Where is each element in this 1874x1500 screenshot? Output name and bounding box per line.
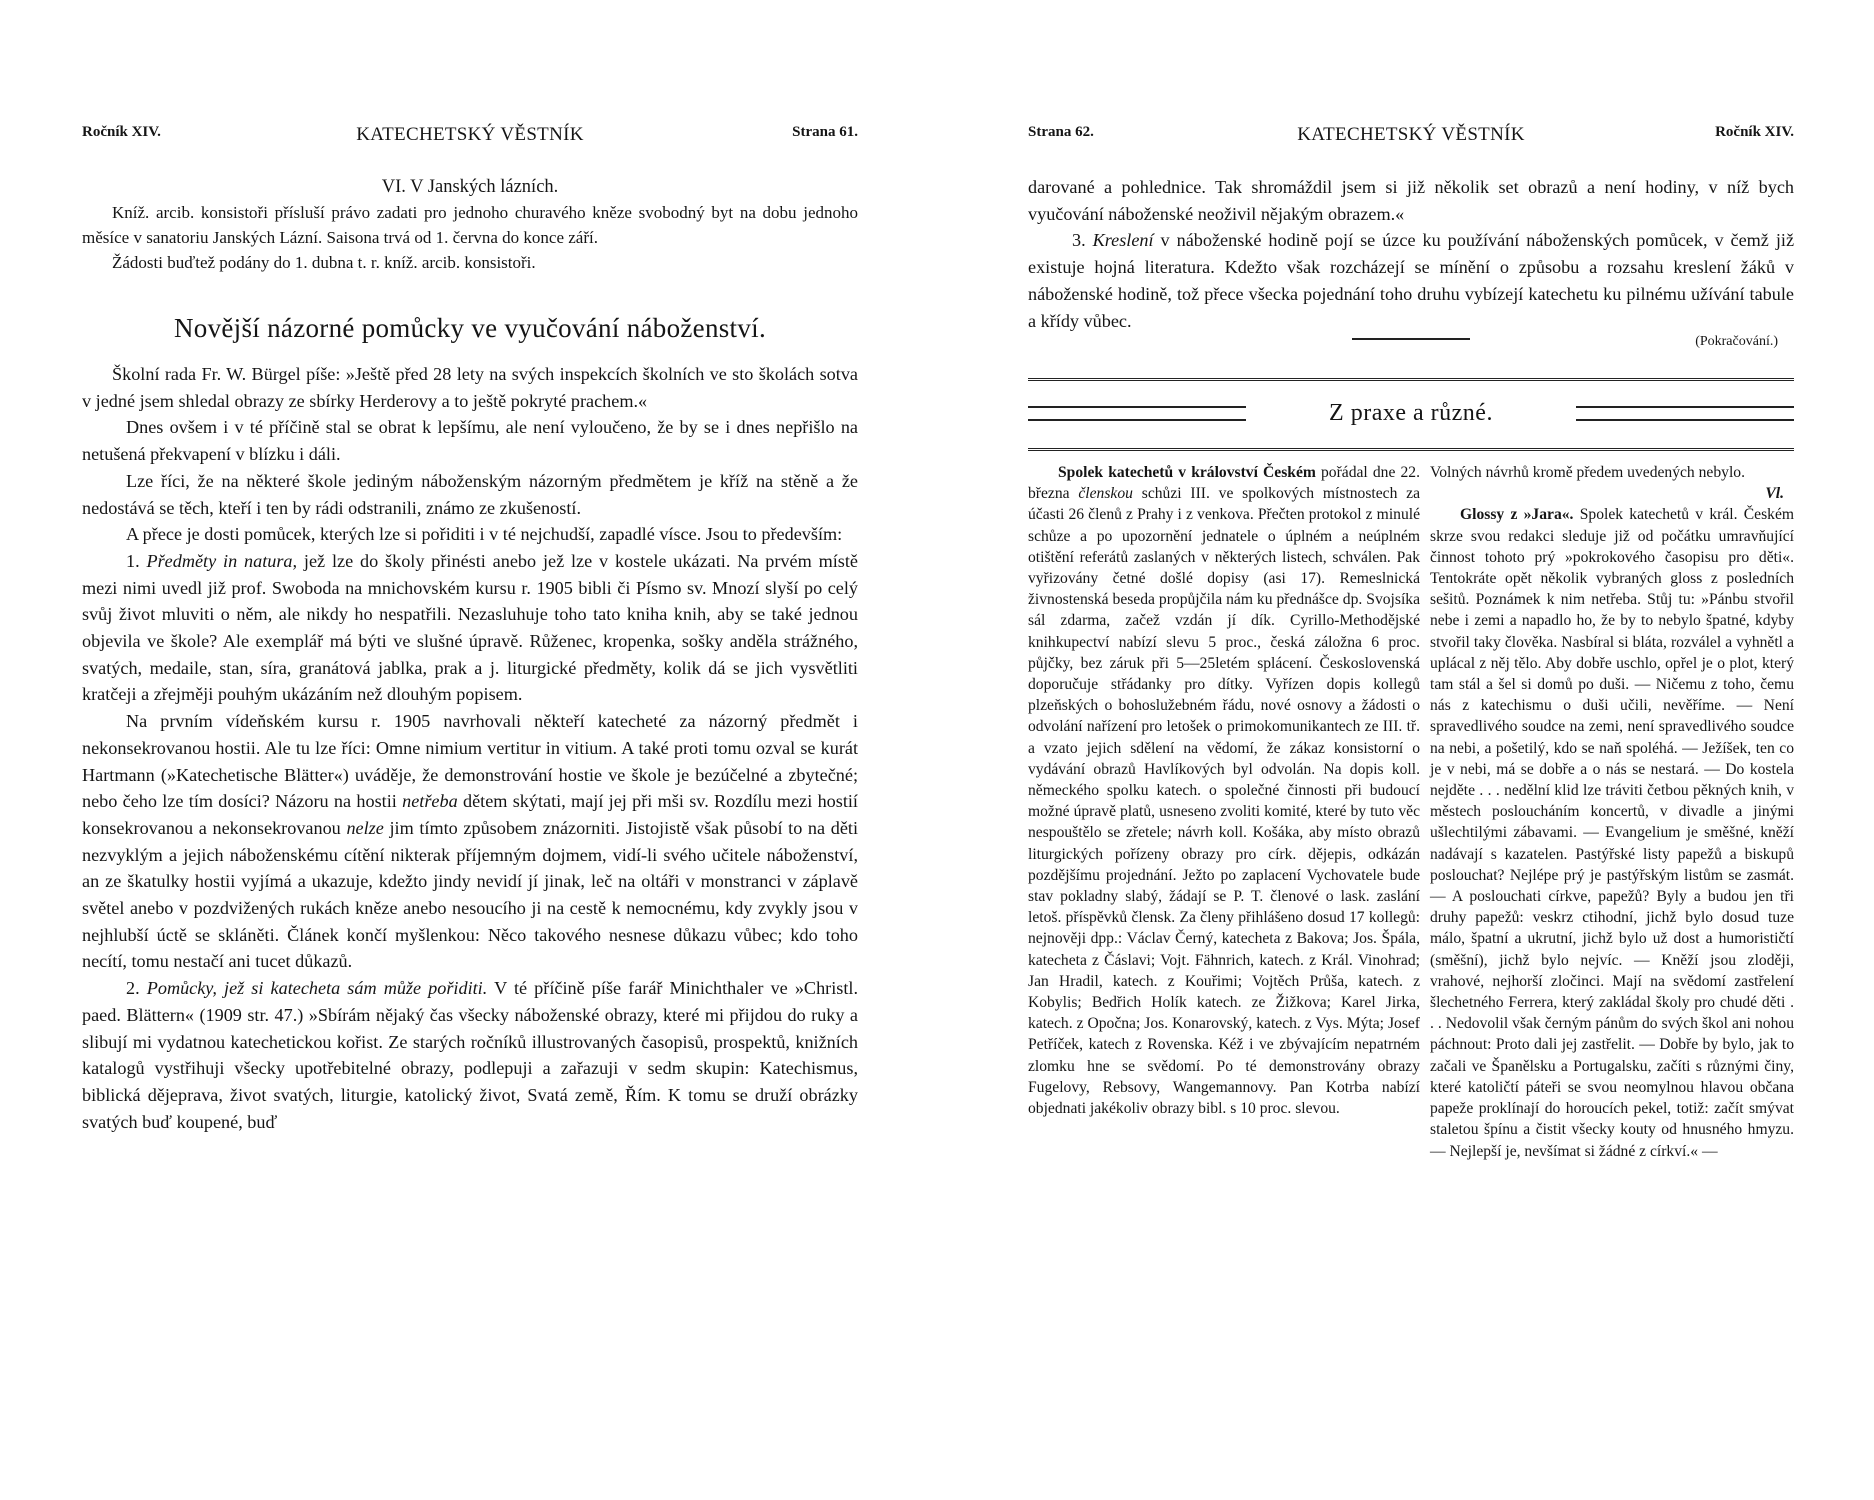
news-item bbox=[1028, 462, 1420, 1119]
volume-label: Ročník XIV. bbox=[1715, 124, 1794, 140]
news-heading: Glossy z »Jara«. bbox=[1460, 506, 1574, 524]
news-text: Spolek katechetů v král. Českém skrze svou redakci sleduje již od počátku umravňující činnost tohoto prý »pokrokového časopisu pro děti«. Tentokráte opět několik vybraných gloss z posledních sešitů. Poznámek k nim netřeba. Stůj tu: »Pánbu stvořil nebe i zemi a napadlo ho, že by to nebylo špatné, kdyby stvořil taky člověka. Nasbíral si bláta, rozválel a vyhnětl a uplácal z něj tělo. Aby dobře uschlo, opřel je o plot, který tam stál a šel si domů po duši. — Ničemu z toho, čemu nás z katechismu o duši učili, nevěříme. — Není spravedlivého soudce na zemi, není spravedlivého soudce na nebi, a pošetilý, kdo se naň spoléhá. — Ježíšek, ten co je v nebi, má se dobře a o nás se nestará. — Do kostela nejděte . . . nedělní klid lze tráviti četbou pěkných knih, v městech posloucháním koncertů, v divadle a jinými ušlechtilými zábavami. — Evangelium je směšné, kněží nadávají s kazatelen. Pastýřské listy papežů a biskupů poslouchat? Nejlépe prý je pastýřským listům se zasmát. — A poslouchati církve, papežů? Byly a budou jen tři druhy papežů: veskrz ctihodní, jichž bylo dosud tuze málo, špatní a ukrutní, jichž bylo už dost a humorističtí (směšní), jichž bylo nejvíc. — Kněží jsou zloději, vrahové, nejhorší zločinci. Mají na svědomí zastřelení šlechetného Ferrera, který zakládal školy pro chudé děti . . . Nedovolil však černým pánům do svých škol ani nohou páchnout: Proto dali jej zastřelit. — Dobře by bylo, jak to začali ve Španělsku a Portugalsku, začíti s různými činy, které katoličtí páteři se svou neomylnou hlavou občana papeže proklínají do horoucích pekel, totiž: začít smývat staletou špínu a čistit všecky kouty od hnusného hmyzu. — Nejlepší je, nevšímat si žádné z církví.« — bbox=[1430, 506, 1795, 1160]
right-page-header bbox=[1028, 124, 1794, 154]
left-ornament-rule bbox=[1028, 406, 1246, 421]
news-column-right bbox=[1430, 462, 1794, 1162]
right-ornament-rule bbox=[1576, 406, 1794, 421]
item-number: 3. bbox=[1072, 230, 1086, 251]
news-text: schůzi III. ve spolkových místnostech za účasti 26 členů z Prahy i z venkova. Přečten protokol z minulé schůze a po upozornění jednatele o úplném a neúplném otištění referátů zaslaných v některých listech, schválen. Pak vyřizovány četné došlé dopisy (asi 17). Remeslnická živnostenská beseda propůjčila nám ku přednášce dp. Svojsíka sál zdarma, začež vzdán jí dík. Cyrillo-Methodějské knihkupectví nabízí slevu 5 proc., česká záložna 6 proc. půjčky, bez záruk při 5—25letém splácení. Československá doporučuje střádanky pro dítky. Vyřízen dopis kollegů plzeňských o bohoslužebném řádu, nové osnovy a žádosti o odvolání nařízení pro letošek o primokomunikantech ze III. tř. a vzato jejich sdělení na vědomí, že zákaz konsistorní o vydávání obrazů Havlíkových byl odvolán. Na dopis koll. německého spolku katech. o společné činnosti při budoucí možné úpravě platů, usneseno zvoliti komité, které by tuto věc nespouštělo se zřetele; návrh koll. Košáka, aby místo obrazů liturgických pořízeny obrazy pro círk. dějepis, odkázán pozdějšímu projednání. Ježto po zaplacení Vychovatele bude stav pokladny slabý, žádají se P. T. členové o lask. zaslání letoš. příspěvků člensk. Za členy přihlášeno dosud 17 kollegů: nejnověji dpp.: Václav Černý, katecheta z Bakova; Jos. Špála, katecheta z Čáslavi; Vojt. Fähnrich, katech. z Král. Vinohrad; Jan Hradil, katech. z Kouřimi; Vojtěch Průša, katech. z Kobylis; Bedřich Holík katech. ze Žižkova; Karel Jirka, katech. z Opočna; Jos. Konarovský, katech. z Vys. Mýta; Josef Petříček, katech z Rovenska. Kéž i ve zbývajícím nepatrném zlomku hne se svědomí. Po té demonstrovány obrazy Fugelovy, Rebsovy, Wangemannovy. Pan Kotrba nabízí objednati jakékoliv obrazy bibl. s 10 proc. slevou. bbox=[1028, 485, 1421, 1118]
article-paragraph: A přece je dosti pomůcek, kterých lze si pořiditi i v té nejchudší, zapadlé vísce. Jsou to především: bbox=[126, 524, 843, 545]
news-text: pořádal dne 22. března bbox=[1028, 464, 1420, 503]
right-page bbox=[1028, 0, 1794, 1500]
item-number: 2. bbox=[126, 978, 140, 999]
news-item bbox=[1430, 504, 1794, 1161]
article-title: Novější názorné pomůcky ve vyučování náboženství. bbox=[173, 313, 767, 343]
continued-note: (Pokračování.) bbox=[1695, 334, 1778, 350]
author-signature: Vl. bbox=[1765, 485, 1784, 503]
article-paragraph bbox=[82, 548, 858, 708]
paragraph-text: dětem skýtati, mají jej při mši sv. Rozdílu mezi hostií konsekrovanou a nekonsekrovanou bbox=[82, 791, 858, 838]
item-text: jež lze do školy přinésti anebo jež lze v kostele ukázati. Na prvém místě mezi nimi uvedl již prof. Swoboda na mnichovském kursu r. 1905 bibli či Písmo sv. Mnozí slyší po celý svůj život mluviti o něm, ale nikdy ho nespatřili. Nezasluhuje toho tato kniha knih, aby se také jednou objevila ve škole? Ale exemplář má býti ve slušné úpravě. Růženec, kropenka, sošky anděla strážného, svatých, medaile, stan, síra, granátová jablka, prak a j. liturgické předměty, kolik dá se jich vysvětliti kratčeji a zřejměji pouhým ukázáním než dlouhým popisem. bbox=[82, 550, 858, 705]
left-page-body bbox=[82, 174, 858, 1135]
left-page-header bbox=[82, 124, 858, 154]
page-number: Strana 61. bbox=[792, 124, 858, 140]
continuation-paragraph: darované a pohlednice. Tak shromáždil jsem si již několik set obrazů a není hodiny, v níž bych vyučování náboženské neoživil nějakým obrazem.« bbox=[1028, 177, 1794, 224]
journal-title: KATECHETSKÝ VĚSTNÍK bbox=[356, 124, 584, 145]
article-paragraph bbox=[82, 975, 858, 1135]
top-rule bbox=[1028, 378, 1794, 381]
item-heading: Předměty in natura, bbox=[146, 550, 298, 571]
news-text: Volných návrhů kromě předem uvedených nebylo. bbox=[1430, 464, 1745, 481]
right-page-body bbox=[1028, 174, 1794, 454]
item-text: V té příčině píše farář Minichthaler ve »Christl. paed. Blättern« (1909 str. 47.) »Sbírám nějaký čas všecky náboženské obrazy, které mi přijdou do ruky a slibují mi vydatnou katechetickou kořist. Ze starých ročníků illustrovaných časopisů, prospektů, knižních katalogů vystřihuji všecky upotřebitelné obrazy, podlepuji a zařazuji v sedm skupin: Katechismus, biblická dějeprava, život svatých, liturgie, katolický život, Svatá země, Řím. K tomu se druží obrázky svatých buď koupené, buď bbox=[82, 978, 858, 1132]
item-number: 1. bbox=[126, 550, 140, 571]
paragraph-text: Na prvním vídeňském kursu r. 1905 navrhovali někteří katecheté za názorný předmět i nekonsekrovanou hostii. Ale tu lze říci: Omne nimium vertitur in vitium. A také proti tomu ozval se kurát Hartmann (»Katechetische Blätter«) uváděje, že demonstrování hostie ve škole je bezúčelné a zbytečné; nebo čeho lze tím dosíci? Názoru na hostii bbox=[82, 711, 858, 812]
article-paragraph: Lze říci, že na některé škole jediným náboženským názorným předmětem je kříž na stěně a že nedostává se těch, kteří i ten by rádi odstranili, známo ze zkušeností. bbox=[82, 470, 858, 518]
emphasis: netřeba bbox=[402, 791, 458, 812]
paragraph-text: jim tímto způsobem znázorniti. Jistojistě však působí to na děti nezvyklým a jejich náboženskému cítění nikterak příjemným dojmem, vidí-li svého učitele náboženství, an ze škatulky hostii vyjímá a ukazuje, kdežto jindy nevidí jí jinak, leč na oltáři v monstranci v záplavě světel anebo v pozdvižených rukách kněze anebo nesoucího ji na cestě k nemocnému, kdy zvykly jsou v nejhlubší úctě se skláněti. Článek končí myšlenkou: Něco takového nesnese důkazu vůbec; kdo toho necítí, tomu nestačí ani tucet důkazů. bbox=[82, 817, 859, 972]
volume-label: Ročník XIV. bbox=[82, 124, 161, 140]
news-heading: Spolek katechetů v království Českém bbox=[1058, 464, 1316, 481]
emphasis: nelze bbox=[346, 817, 384, 838]
journal-title: KATECHETSKÝ VĚSTNÍK bbox=[1297, 124, 1525, 145]
article-paragraph bbox=[82, 708, 858, 975]
bottom-rule bbox=[1028, 448, 1794, 451]
section-title: Z praxe a různé. bbox=[1307, 400, 1515, 427]
item-heading: Kreslení bbox=[1092, 230, 1154, 251]
page-number: Strana 62. bbox=[1028, 124, 1094, 140]
emphasis: členskou bbox=[1078, 485, 1133, 503]
left-page bbox=[82, 0, 858, 1500]
section-heading-band bbox=[1028, 378, 1794, 454]
article-paragraph: Školní rada Fr. W. Bürgel píše: »Ještě před 28 lety na svých inspekcích školních ve sto školách sotva v jedné jsem shledal obrazy ze sbírky Herderovy a to ještě pokryté prachem.« bbox=[82, 364, 858, 411]
notice-paragraph: Kníž. arcib. konsistoři přísluší právo zadati pro jednoho churavého kněze svobodný byt na dobu jednoho měsíce v sanatoriu Janských Lázní. Saisona trvá od 1. června do konce září. bbox=[82, 203, 858, 247]
item-heading: Pomůcky, jež si katecheta sám může pořiditi. bbox=[146, 978, 488, 999]
item-text: v náboženské hodině pojí se úzce ku používání náboženských pomůcek, v čemž již existuje hojná literatura. Kdežto však rozcházejí se mínění o způsobu a rozsahu kreslení žáků v náboženské hodině, tož přece všecka pojednání toho druhu vybízejí katechetu ku pilnému užívání tabule a křídy vůbec. bbox=[1028, 230, 1795, 331]
news-column-left bbox=[1028, 462, 1420, 1119]
continuation-paragraph bbox=[1028, 227, 1794, 334]
notice-paragraph: Žádosti buďtež podány do 1. dubna t. r. kníž. arcib. konsistoři. bbox=[112, 253, 536, 272]
article-paragraph: Dnes ovšem i v té příčině stal se obrat k lepšímu, ale není vyloučeno, že by se i dnes nepřišlo na netušená překvapení v blízku i dáli. bbox=[82, 417, 858, 465]
notice-title: VI. V Janských lázních. bbox=[381, 177, 559, 197]
